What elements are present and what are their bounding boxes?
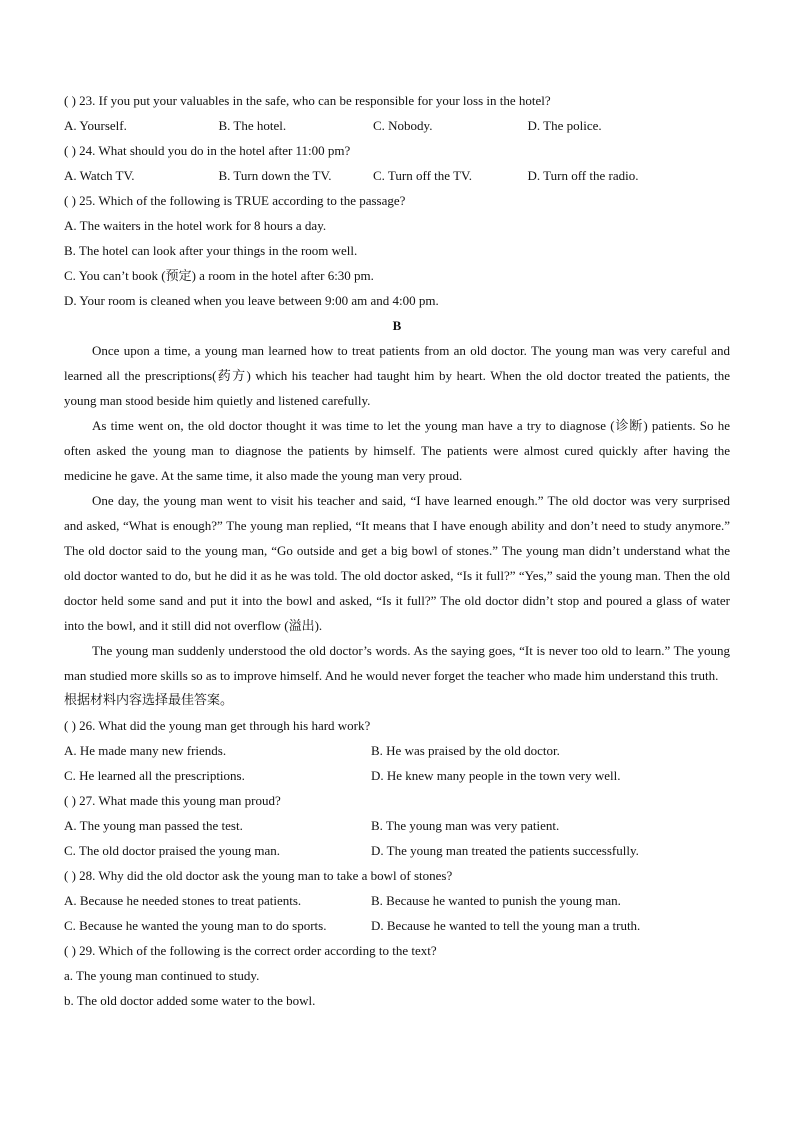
option-a[interactable]: A. The young man passed the test. — [64, 818, 243, 833]
option-c[interactable]: C. Because he wanted the young man to do sports. — [64, 918, 327, 933]
question-28-stem: ( ) 28. Why did the old doctor ask the young man to take a bowl of stones? — [64, 868, 453, 883]
option-a[interactable]: A. Watch TV. — [64, 168, 135, 183]
question-28-options-row-2 — [64, 913, 730, 938]
option-a[interactable]: A. The waiters in the hotel work for 8 hours a day. — [64, 218, 327, 233]
question-29-stem: ( ) 29. Which of the following is the correct order according to the text? — [64, 943, 437, 958]
option-b[interactable]: B. The hotel. — [218, 118, 287, 133]
question-23-stem: ( ) 23. If you put your valuables in the safe, who can be responsible for your loss in the hotel? — [64, 93, 551, 108]
option-b[interactable]: B. Turn down the TV. — [218, 168, 332, 183]
question-25-stem: ( ) 25. Which of the following is TRUE according to the passage? — [64, 193, 406, 208]
order-item-a: a. The young man continued to study. — [64, 968, 260, 983]
option-b[interactable]: B. Because he wanted to punish the young man. — [371, 893, 621, 908]
option-a[interactable]: A. Yourself. — [64, 118, 127, 133]
passage-paragraph-3: One day, the young man went to visit his teacher and said, “I have learned enough.” The old doctor was very surprised and asked, “What is enough?” The young man replied, “It means that I have enough ability and don’t need to study anymore.” The old doctor said to the young man, “Go outside and get a big bowl of stones.” The young man didn’t understand what the old doctor wanted to do, but he did it as he was told. The old doctor asked, “Is it full?” “Yes,” said the young man. Then the old doctor held some sand and put it into the bowl and asked, “Is it full?” The old doctor didn’t stop and poured a glass of water into the bowl, and it still did not overflow (溢出). — [64, 493, 730, 633]
option-c[interactable]: C. He learned all the prescriptions. — [64, 768, 245, 783]
option-d[interactable]: D. The police. — [527, 118, 602, 133]
option-b[interactable]: B. The hotel can look after your things in the room well. — [64, 243, 358, 258]
passage-paragraph-1: Once upon a time, a young man learned how to treat patients from an old doctor. The young man was very careful and learned all the prescriptions(药方) which his teacher had taught him by heart. When the old doctor treated the patients, the young man stood beside him quietly and listened carefully. — [64, 343, 730, 408]
question-27-options-row-1 — [64, 813, 730, 838]
question-26-options-row-2 — [64, 763, 730, 788]
instruction-text: 根据材料内容选择最佳答案。 — [64, 693, 234, 708]
option-d[interactable]: D. Turn off the radio. — [527, 168, 639, 183]
option-a[interactable]: A. He made many new friends. — [64, 743, 227, 758]
option-b[interactable]: B. The young man was very patient. — [371, 818, 560, 833]
question-27-options-row-2 — [64, 838, 730, 863]
option-c[interactable]: C. You can’t book (预定) a room in the hotel after 6:30 pm. — [64, 268, 374, 283]
option-b[interactable]: B. He was praised by the old doctor. — [371, 743, 560, 758]
passage-paragraph-4: The young man suddenly understood the old doctor’s words. As the saying goes, “It is never too old to learn.” The young man studied more skills so as to improve himself. And he would never forget the teacher who made him understand this truth. — [64, 643, 730, 683]
option-c[interactable]: C. The old doctor praised the young man. — [64, 843, 281, 858]
option-d[interactable]: D. He knew many people in the town very well. — [371, 768, 621, 783]
question-28-options-row-1 — [64, 888, 730, 913]
section-b-heading: B — [392, 318, 402, 333]
option-a[interactable]: A. Because he needed stones to treat patients. — [64, 893, 302, 908]
worksheet-page — [64, 88, 730, 1013]
question-24-options — [64, 163, 730, 188]
question-27-stem: ( ) 27. What made this young man proud? — [64, 793, 281, 808]
question-26-stem: ( ) 26. What did the young man get through his hard work? — [64, 718, 371, 733]
order-item-b: b. The old doctor added some water to the bowl. — [64, 993, 316, 1008]
option-c[interactable]: C. Nobody. — [373, 118, 433, 133]
question-26-options-row-1 — [64, 738, 730, 763]
passage-paragraph-2: As time went on, the old doctor thought it was time to let the young man have a try to diagnose (诊断) patients. So he often asked the young man to diagnose the patients by himself. The patients were almost cured quickly after having the medicine he gave. At the same time, it also made the young man very proud. — [64, 418, 730, 483]
option-d[interactable]: D. Because he wanted to tell the young man a truth. — [371, 918, 641, 933]
option-d[interactable]: D. The young man treated the patients successfully. — [371, 843, 639, 858]
question-24-stem: ( ) 24. What should you do in the hotel after 11:00 pm? — [64, 143, 351, 158]
option-d[interactable]: D. Your room is cleaned when you leave between 9:00 am and 4:00 pm. — [64, 293, 439, 308]
option-c[interactable]: C. Turn off the TV. — [373, 168, 472, 183]
question-23-options — [64, 113, 730, 138]
